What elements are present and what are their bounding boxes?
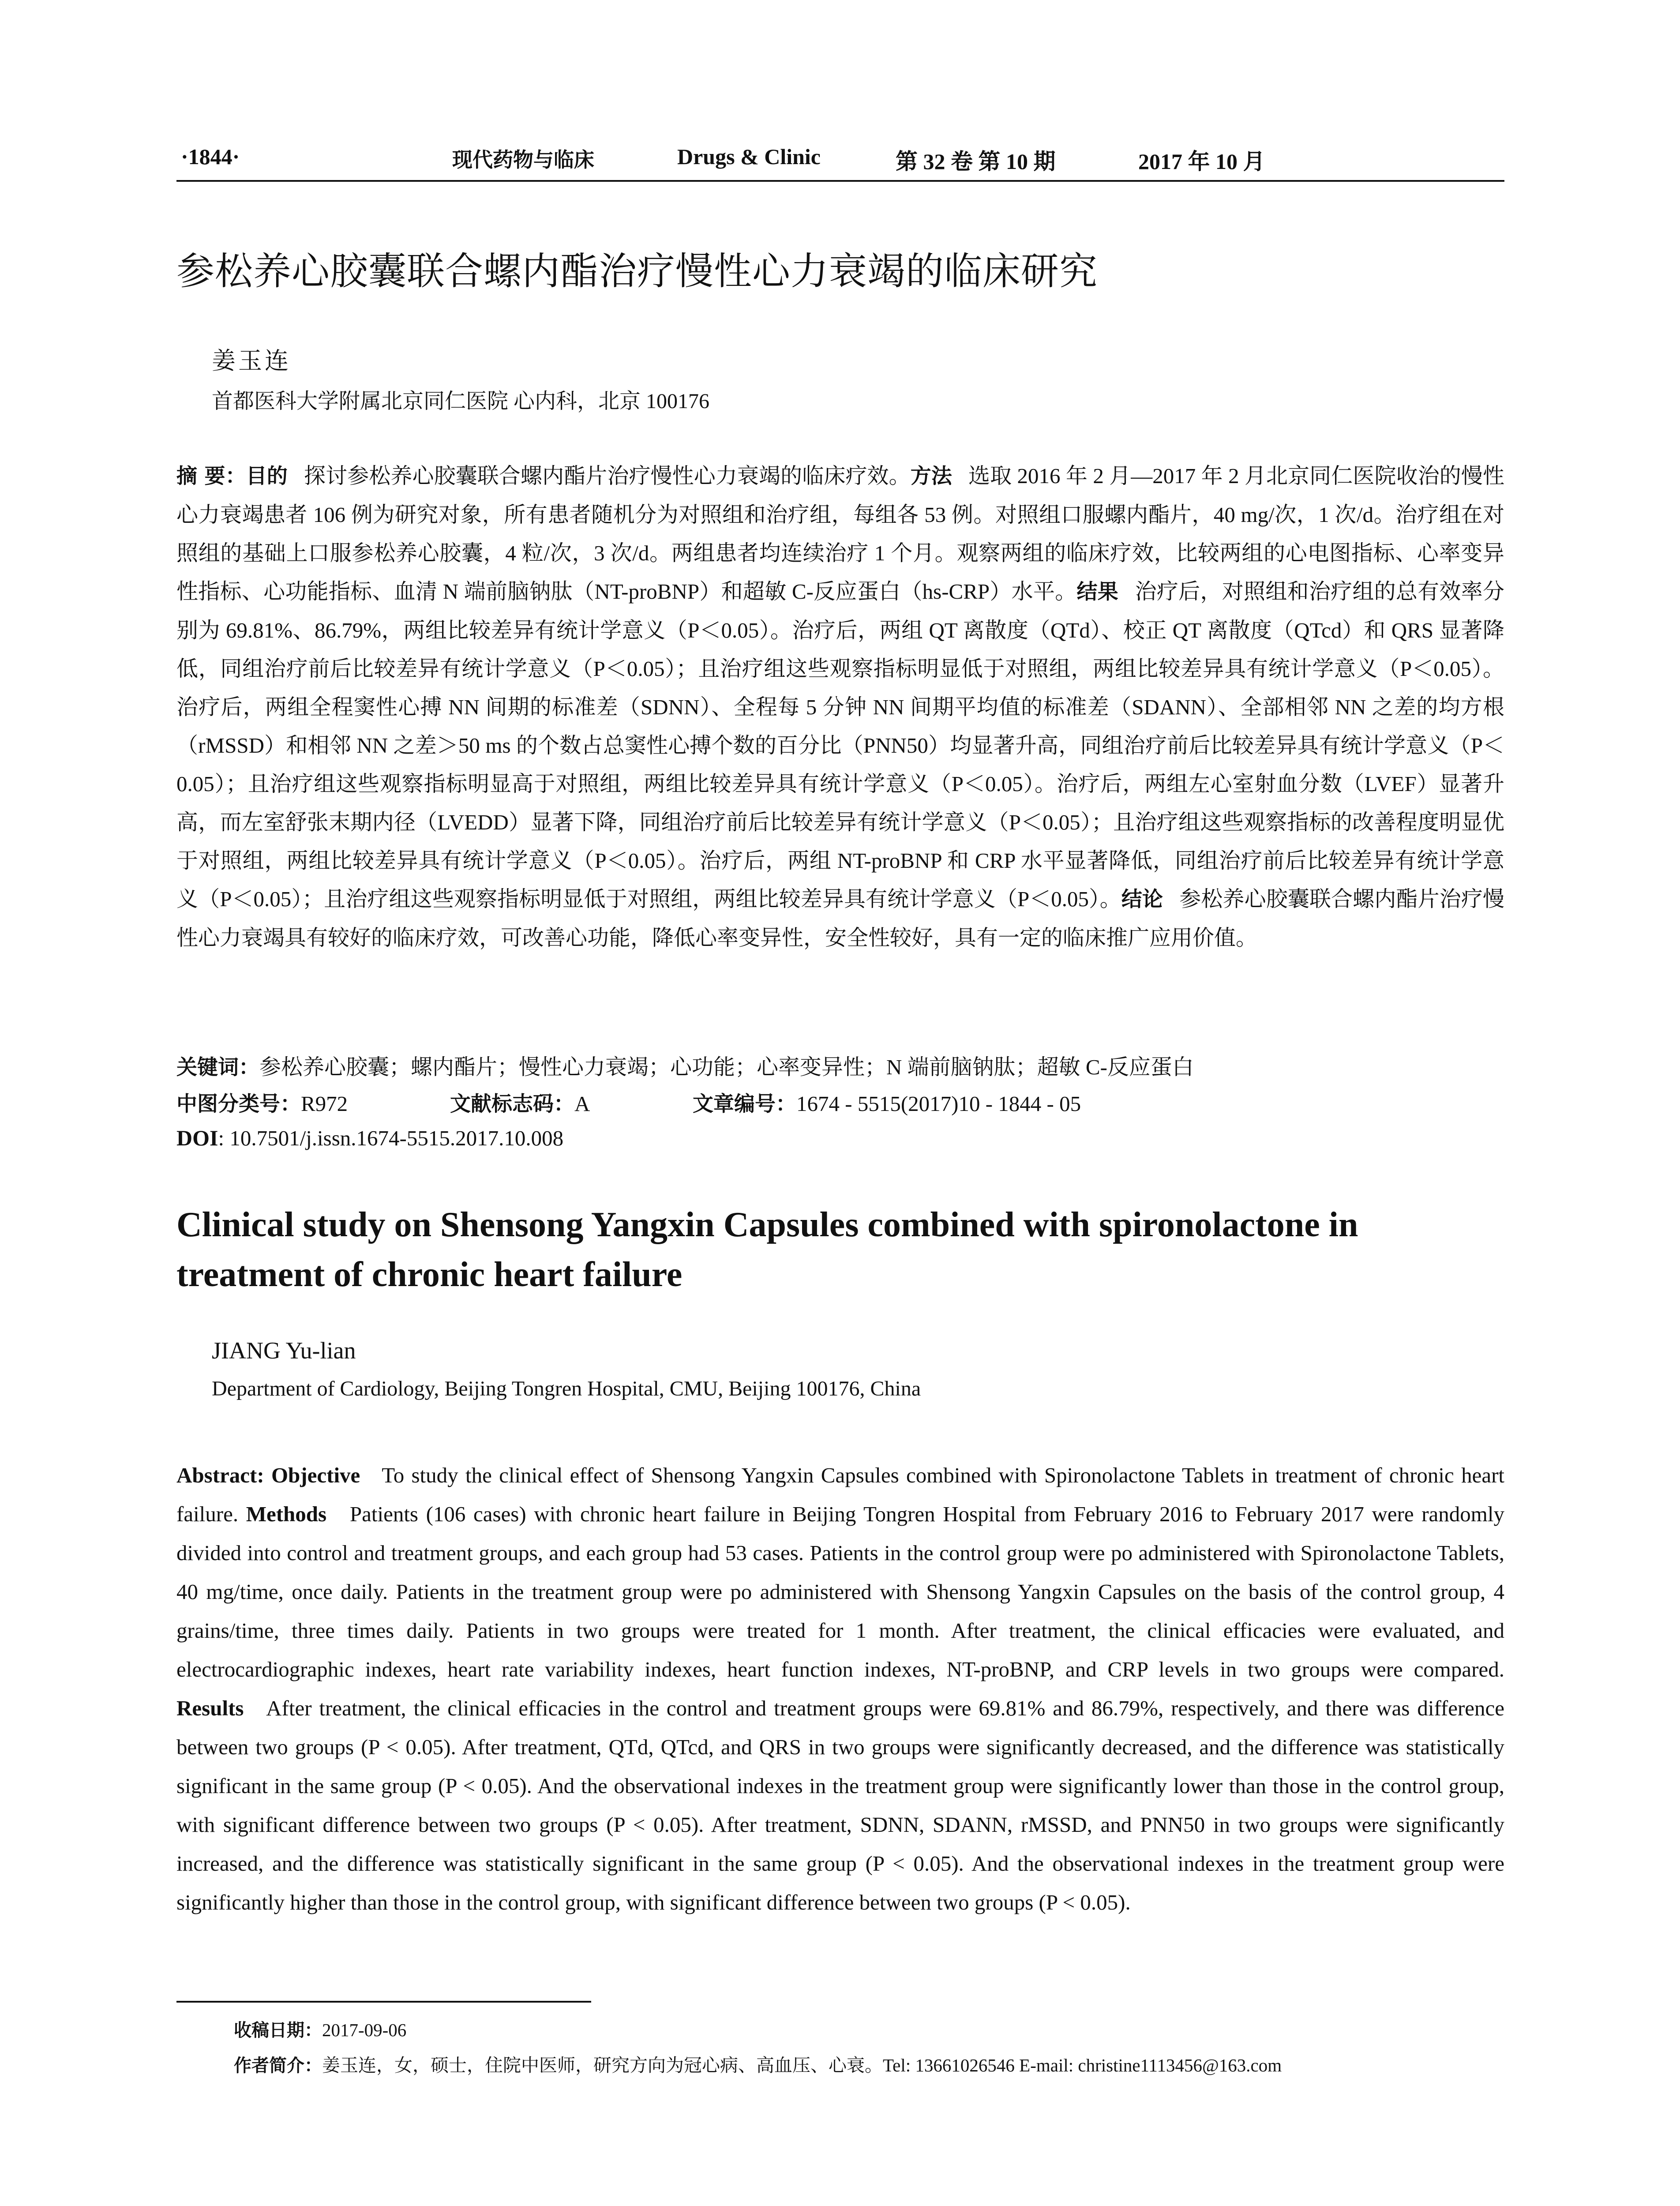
volume-issue: 第 32 卷 第 10 期 bbox=[896, 149, 1056, 174]
conclusion-label-cn: 结论 bbox=[1121, 887, 1163, 912]
affiliation-en: Department of Cardiology, Beijing Tongren Hospital, CMU, Beijing 100176, China bbox=[212, 1377, 921, 1400]
abstract-objective-label-en: Abstract: Objective bbox=[176, 1463, 360, 1487]
results-label-cn: 结果 bbox=[1076, 580, 1119, 604]
title-en: Clinical study on Shensong Yangxin Capsules combined with spironolactone in treatment of chronic heart failure bbox=[176, 1205, 1358, 1294]
methods-label-en: Methods bbox=[246, 1502, 327, 1526]
title-cn: 参松养心胶囊联合螺内酯治疗慢性心力衰竭的临床研究 bbox=[176, 249, 1098, 293]
doi-value: : 10.7501/j.issn.1674-5515.2017.10.008 bbox=[218, 1126, 564, 1150]
objective-text-cn: 探讨参松养心胶囊联合螺内酯片治疗慢性心力衰竭的临床疗效。 bbox=[304, 464, 911, 488]
author-en: JIANG Yu-lian bbox=[212, 1337, 356, 1364]
keywords-value: 参松养心胶囊；螺内酯片；慢性心力衰竭；心功能；心率变异性；N 端前脑钠肽；超敏 C-反应蛋白 bbox=[259, 1055, 1194, 1079]
issue-date: 2017 年 10 月 bbox=[1138, 149, 1265, 174]
clc-number bbox=[176, 1088, 348, 1117]
methods-text-cn: 选取 2016 年 2 月—2017 年 2 月北京同仁医院收治的慢性心力衰竭患者 106 例为研究对象，所有患者随机分为对照组和治疗组，每组各 53 例。对照组口服螺内酯片，40 mg/次，1 次/d。治疗组在对照组的基础上口服参松养心胶囊，4 粒/次，3 次/d。两组患者均连续治疗 1 个月。观察两组的临床疗效，比较两组的心电图指标、心率变异性指标、心功能指标、血清 N 端前脑钠肽（NT-proBNP）和超敏 C-反应蛋白（hs-CRP）水平。 bbox=[176, 464, 1504, 604]
article-no-value: 1674 - 5515(2017)10 - 1844 - 05 bbox=[796, 1092, 1081, 1116]
author-bio-label: 作者简介： bbox=[234, 2056, 322, 2076]
received-label: 收稿日期： bbox=[234, 2020, 322, 2041]
conclusion-text-cn: 参松养心胶囊联合螺内酯片治疗慢性心力衰竭具有较好的临床疗效，可改善心功能，降低心率变异性，安全性较好，具有一定的临床推广应用价值。 bbox=[176, 887, 1504, 950]
methods-text-en: Patients (106 cases) with chronic heart failure in Beijing Tongren Hospital from February 2016 to February 2017 were randomly divided into control and treatment groups, and each group had 53 cases. Patients in the control group were po administered with Spironolactone Tablets, 40 mg/time, once daily. Patients in the treatment group were po administered with Shensong Yangxin Capsules on the basis of the control group, 4 grains/time, three times daily. Patients in two groups were treated for 1 month. After treatment, the clinical efficacies were evaluated, and electrocardiographic indexes, heart rate variability indexes, heart function indexes, NT-proBNP, and CRP levels in two groups were compared. bbox=[176, 1502, 1505, 1681]
doc-code-label: 文献标志码： bbox=[450, 1092, 574, 1116]
abstract-label-cn: 摘 要： bbox=[176, 464, 246, 488]
author-bio-value: 姜玉连，女，硕士，住院中医师，研究方向为冠心病、高血压、心衰。Tel: 13661026546 E-mail: christine1113456@163.com bbox=[322, 2055, 1282, 2075]
journal-name-en: Drugs & Clinic bbox=[677, 144, 821, 169]
clc-value: R972 bbox=[301, 1092, 348, 1116]
article-no-label: 文章编号： bbox=[693, 1092, 796, 1116]
results-text-cn: 治疗后，对照组和治疗组的总有效率分别为 69.81%、86.79%，两组比较差异有统计学意义（P＜0.05）。治疗后，两组 QT 离散度（QTd）、校正 QT 离散度（QTcd）和 QRS 显著降低，同组治疗前后比较差异有统计学意义（P＜0.05）；且治疗组这些观察指标明显低于对照组，两组比较差异具有统计学意义（P＜0.05）。治疗后，两组全程窦性心搏 NN 间期的标准差（SDNN）、全程每 5 分钟 NN 间期平均值的标准差（SDANN）、全部相邻 NN 之差的均方根（rMSSD）和相邻 NN 之差＞50 ms 的个数占总窦性心搏个数的百分比（PNN50）均显著升高，同组治疗前后比较差异具有统计学意义（P＜0.05）；且治疗组这些观察指标明显高于对照组，两组比较差异具有统计学意义（P＜0.05）。治疗后，两组左心室射血分数（LVEF）显著升高，而左室舒张末期内径（LVEDD）显著下降，同组治疗前后比较差异有统计学意义（P＜0.05）；且治疗组这些观察指标的改善程度明显优于对照组，两组比较差异具有统计学意义（P＜0.05）。治疗后，两组 NT-proBNP 和 CRP 水平显著降低，同组治疗前后比较差异有统计学意义（P＜0.05）；且治疗组这些观察指标明显低于对照组，两组比较差异具有统计学意义（P＜0.05）。 bbox=[176, 579, 1505, 911]
running-header bbox=[176, 140, 1504, 182]
results-text-en: After treatment, the clinical efficacies in the control and treatment groups were 69.81% and 86.79%, respectively, and there was difference between two groups (P < 0.05). After treatment, QTd, QTcd, and QRS in two groups were significantly decreased, and the difference was statistically significant in the same group (P < 0.05). And the observational indexes in the treatment group were significantly lower than those in the control group, with significant difference between two groups (P < 0.05). After treatment, SDNN, SDANN, rMSSD, and PNN50 in two groups were significantly increased, and the difference was statistically significant in the same group (P < 0.05). And the observational indexes in the treatment group were significantly higher than those in the control group, with significant difference between two groups (P < 0.05). bbox=[176, 1696, 1505, 1914]
objective-label-cn: 目的 bbox=[246, 464, 288, 488]
document-code bbox=[450, 1088, 590, 1117]
doi-label: DOI bbox=[176, 1126, 218, 1150]
affiliation-cn: 首都医科大学附属北京同仁医院 心内科，北京 100176 bbox=[212, 390, 710, 413]
footnote-received bbox=[234, 2016, 406, 2041]
article-number bbox=[693, 1088, 1081, 1117]
page-number: ·1844· bbox=[181, 144, 240, 169]
objective-text-en: To study the clinical effect of Shensong Yangxin Capsules combined with Spironolactone Tablets in treatment of chronic heart failure. bbox=[176, 1463, 1505, 1526]
clc-label: 中图分类号： bbox=[176, 1092, 301, 1116]
footnote-divider bbox=[176, 2001, 591, 2003]
doc-code-value: A bbox=[574, 1092, 590, 1116]
abstract-en bbox=[176, 1456, 1504, 1922]
keywords-label: 关键词： bbox=[176, 1055, 259, 1080]
author-cn: 姜玉连 bbox=[212, 347, 291, 375]
abstract-cn bbox=[176, 457, 1504, 957]
received-value: 2017-09-06 bbox=[322, 2020, 407, 2040]
footnote-author-bio bbox=[234, 2051, 1282, 2077]
methods-label-cn: 方法 bbox=[910, 464, 952, 488]
journal-name-cn: 现代药物与临床 bbox=[452, 148, 594, 172]
doi-line bbox=[176, 1125, 1504, 1151]
keywords-line bbox=[176, 1050, 1504, 1081]
results-label-en: Results bbox=[176, 1696, 244, 1720]
